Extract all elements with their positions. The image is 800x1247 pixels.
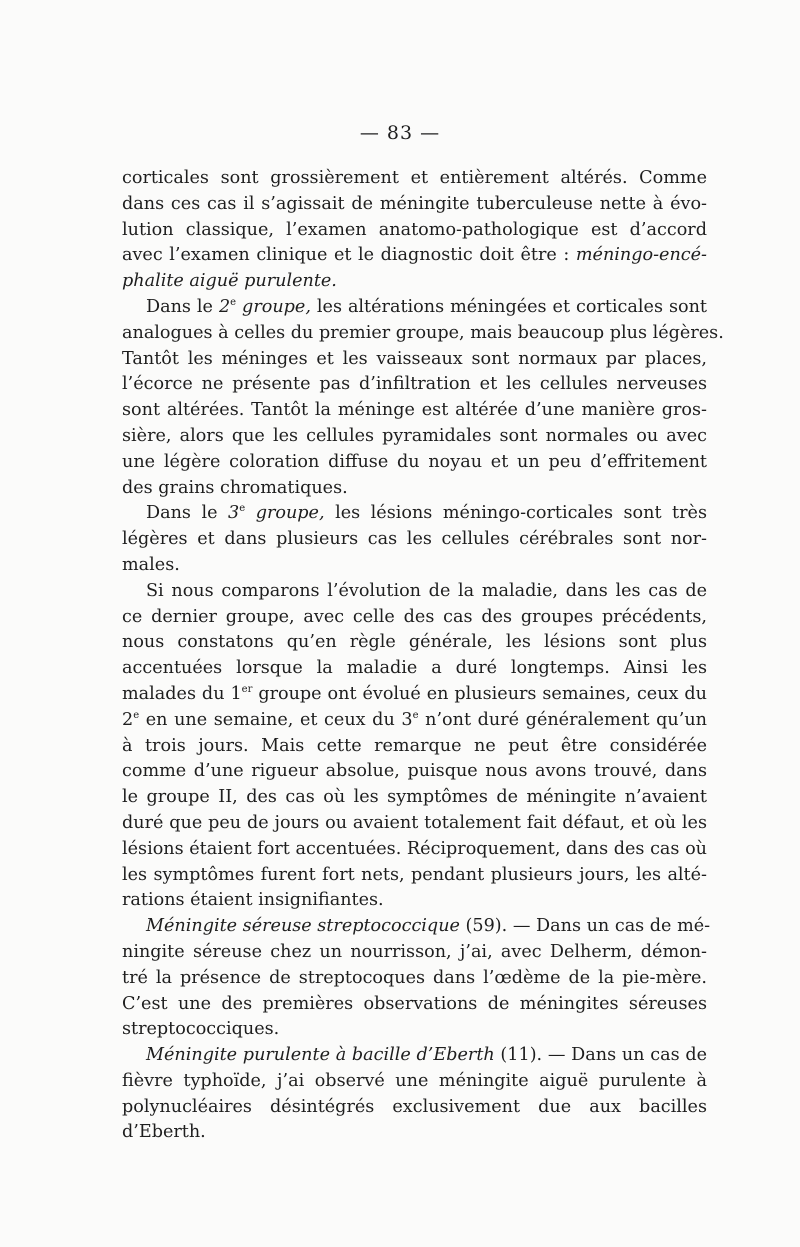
italic-text: Méningite purulente à bacille d’Eberth: [146, 1045, 495, 1066]
text-segment: C’est une des premières observations de méningites séreuses: [122, 993, 707, 1014]
text-segment: Dans le: [146, 503, 229, 524]
text-segment: en une semaine, et ceux du 3: [139, 709, 413, 730]
text-segment: dans ces cas il s’agissait de méningite tuberculeuse nette à évo-: [122, 193, 707, 214]
text-line: [122, 966, 707, 992]
text-line: [122, 347, 707, 373]
text-line: [122, 398, 707, 424]
superscript: e: [133, 709, 140, 721]
text-line: [122, 243, 707, 269]
text-segment: duré que peu de jours ou avaient totalement fait défaut, et où les: [122, 812, 707, 833]
text-segment: d’Eberth.: [122, 1122, 206, 1143]
superscript: e: [230, 297, 237, 309]
text-line: [122, 992, 707, 1018]
text-segment: Si nous comparons l’évolution de la maladie, dans les cas de: [146, 580, 707, 601]
text-line: [122, 553, 707, 579]
text-line: [122, 269, 707, 295]
text-segment: légères et dans plusieurs cas les cellules cérébrales sont nor-: [122, 529, 707, 550]
italic-text: phalite aiguë purulente.: [122, 271, 337, 292]
text-segment: accentuées lorsque la maladie a duré longtemps. Ainsi les: [122, 658, 707, 679]
text-line: [122, 295, 707, 321]
text-segment: lution classique, l’examen anatomo-pathologique est d’accord: [122, 219, 707, 240]
text-segment: sont altérées. Tantôt la méninge est altérée d’une manière gros-: [122, 400, 707, 421]
text-line: [122, 166, 707, 192]
text-segment: les altérations méningées et corticales sont: [310, 296, 707, 317]
text-line: [122, 1043, 707, 1069]
text-segment: groupe ont évolué en plusieurs semaines, ceux du: [252, 683, 707, 704]
text-line: [122, 811, 707, 837]
text-line: [122, 450, 707, 476]
italic-text: 2: [218, 296, 231, 317]
italic-text: 3: [228, 503, 240, 524]
text-line: [122, 501, 707, 527]
text-segment: corticales sont grossièrement et entièrement altérés. Comme: [122, 168, 707, 188]
text-line: [122, 863, 707, 889]
text-line: [122, 372, 707, 398]
text-line: [122, 424, 707, 450]
text-line: [122, 321, 724, 347]
text-line: [122, 682, 707, 708]
text-segment: Tantôt les méninges et les vaisseaux sont normaux par places,: [122, 348, 707, 369]
text-line: [122, 888, 707, 914]
text-segment: les symptômes furent fort nets, pendant plusieurs jours, les alté-: [122, 864, 707, 885]
superscript: er: [241, 684, 253, 696]
superscript: e: [412, 709, 419, 721]
text-segment: n’ont duré généralement qu’un: [418, 709, 707, 730]
italic-text: groupe,: [245, 503, 325, 524]
text-segment: rations étaient insignifiantes.: [122, 890, 384, 911]
text-segment: analogues à celles du premier groupe, mais beaucoup plus légères.: [122, 322, 724, 343]
text-segment: (11). — Dans un cas de: [494, 1045, 707, 1066]
text-segment: des grains chromatiques.: [122, 477, 348, 498]
text-segment: malades du 1: [122, 683, 242, 704]
text-segment: les lésions méningo-corticales sont très: [324, 503, 707, 524]
text-segment: nous constatons qu’en règle générale, les lésions sont plus: [122, 632, 707, 653]
text-segment: polynucléaires désintégrés exclusivement due aux bacilles: [122, 1096, 707, 1117]
text-segment: tré la présence de streptocoques dans l’œdème de la pie-mère.: [122, 967, 707, 988]
text-line: [122, 734, 707, 760]
text-line: [122, 914, 711, 940]
text-segment: l’écorce ne présente pas d’infiltration et les cellules nerveuses: [122, 374, 707, 395]
text-segment: ce dernier groupe, avec celle des cas des groupes précédents,: [122, 606, 707, 627]
text-line: [122, 1069, 707, 1095]
text-line: [122, 708, 707, 734]
text-segment: une légère coloration diffuse du noyau et un peu d’effritement: [122, 451, 707, 472]
text-segment: 2: [122, 709, 134, 730]
text-line: [122, 759, 707, 785]
body-text: [122, 166, 724, 1146]
text-segment: avec l’examen clinique et le diagnostic doit être :: [122, 245, 576, 266]
text-line: [122, 785, 707, 811]
text-line: [122, 218, 707, 244]
text-line: [122, 837, 707, 863]
text-line: [122, 656, 707, 682]
text-segment: le groupe II, des cas où les symptômes de méningite n’avaient: [122, 787, 707, 808]
text-segment: males.: [122, 554, 180, 575]
text-segment: fièvre typhoïde, j’ai observé une méningite aiguë purulente à: [122, 1070, 707, 1091]
text-line: [122, 940, 707, 966]
text-segment: Dans le: [146, 296, 219, 317]
text-line: [122, 1017, 707, 1043]
italic-text: Méningite séreuse streptococcique: [146, 916, 460, 937]
page-number: — 83 —: [359, 122, 441, 144]
superscript: e: [239, 503, 246, 515]
text-line: [122, 1120, 707, 1146]
text-segment: (59). — Dans un cas de mé-: [459, 916, 711, 937]
text-line: [122, 605, 707, 631]
text-line: [122, 1095, 707, 1121]
italic-text: méningo-encé-: [575, 245, 707, 266]
text-segment: comme d’une rigueur absolue, puisque nous avons trouvé, dans: [122, 761, 707, 782]
text-segment: à trois jours. Mais cette remarque ne peut être considérée: [122, 735, 707, 756]
text-segment: sière, alors que les cellules pyramidales sont normales ou avec: [122, 425, 707, 446]
text-segment: lésions étaient fort accentuées. Réciproquement, dans des cas où: [122, 838, 707, 859]
text-line: [122, 579, 707, 605]
text-line: [122, 476, 707, 502]
text-segment: streptococciques.: [122, 1019, 280, 1040]
text-line: [122, 192, 707, 218]
text-line: [122, 630, 707, 656]
text-segment: ningite séreuse chez un nourrisson, j’ai, avec Delherm, démon-: [122, 941, 707, 962]
italic-text: groupe,: [236, 296, 311, 317]
text-line: [122, 527, 707, 553]
